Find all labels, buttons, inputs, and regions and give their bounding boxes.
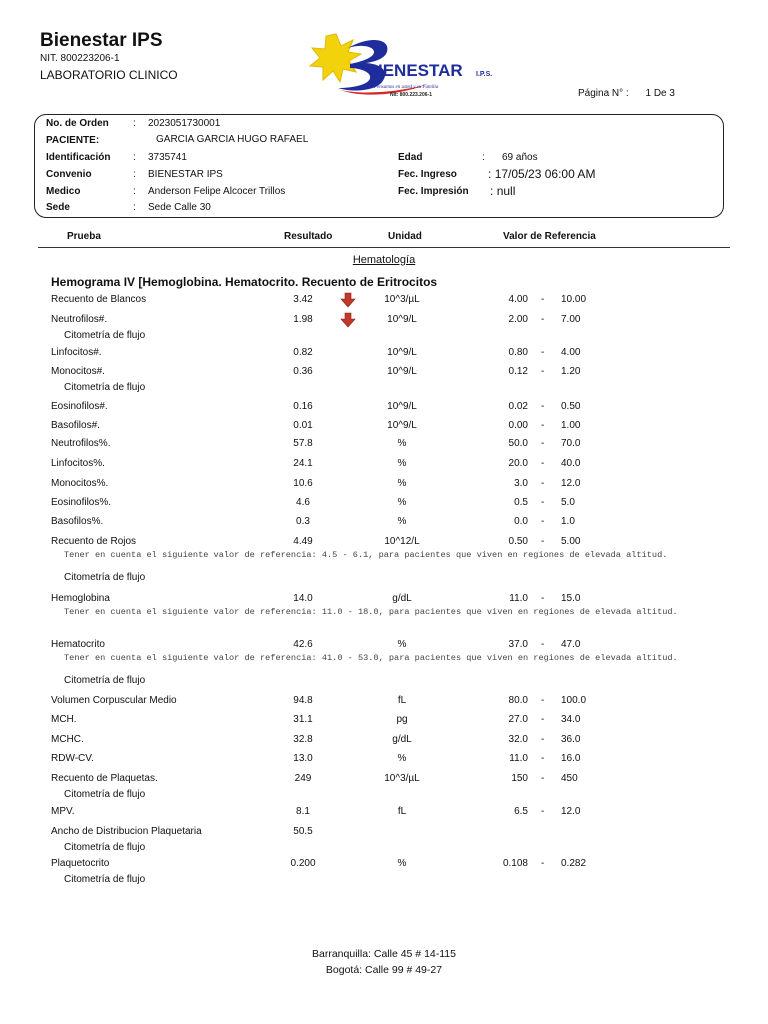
test-name: Linfocitos%.	[51, 458, 105, 469]
result-row	[0, 401, 768, 415]
print-sep: :	[490, 184, 494, 198]
test-unit: %	[397, 516, 407, 527]
reference-high: 16.0	[561, 753, 581, 764]
reference-low: 3.0	[514, 478, 528, 489]
page-value: 1 De 3	[645, 88, 675, 99]
reference-separator: -	[541, 420, 545, 431]
test-unit: 10^9/L	[387, 314, 417, 325]
result-row	[0, 497, 768, 511]
order-label: No. de Orden	[46, 118, 109, 129]
reference-low: 2.00	[508, 314, 528, 325]
test-name: Neutrofilos#.	[51, 314, 108, 325]
reference-low: 150	[511, 773, 528, 784]
result-row	[0, 458, 768, 472]
header-divider	[38, 247, 730, 248]
age-label: Edad	[398, 152, 423, 163]
test-result: 4.6	[296, 497, 310, 508]
low-flag-icon	[340, 312, 356, 331]
test-unit: g/dL	[392, 593, 412, 604]
footer-address-2: Bogotá: Calle 99 # 49-27	[325, 964, 443, 976]
test-name: MCHC.	[51, 734, 84, 745]
agreement-value: BIENESTAR IPS	[148, 169, 223, 180]
reference-high: 1.0	[561, 516, 575, 527]
test-unit: 10^9/L	[387, 347, 417, 358]
id-sep: :	[133, 152, 136, 163]
method-label: Citometría de flujo	[64, 789, 146, 800]
result-row	[0, 714, 768, 728]
test-result: 0.01	[293, 420, 313, 431]
reference-high: 12.0	[561, 478, 581, 489]
reference-high: 0.50	[561, 401, 581, 412]
result-row	[0, 347, 768, 361]
reference-note: Tener en cuenta el siguiente valor de referencia: 4.5 - 6.1, para pacientes que viven en regiones de elevada altitud.	[64, 550, 668, 560]
footer-address-1: Barranquilla: Calle 45 # 14-115	[312, 948, 456, 960]
site-label: Sede	[46, 202, 70, 213]
test-name: Plaquetocrito	[51, 858, 110, 869]
test-unit: %	[397, 438, 407, 449]
test-unit: 10^9/L	[387, 420, 417, 431]
site-sep: :	[133, 202, 136, 213]
reference-separator: -	[541, 593, 545, 604]
column-reference: Valor de Referencia	[503, 231, 596, 242]
agreement-sep: :	[133, 169, 136, 180]
test-unit: 10^9/L	[387, 366, 417, 377]
test-result: 31.1	[293, 714, 313, 725]
result-row	[0, 858, 768, 872]
test-result: 50.5	[293, 826, 313, 837]
reference-high: 1.20	[561, 366, 581, 377]
test-name: Eosinofilos%.	[51, 497, 112, 508]
test-result: 8.1	[296, 806, 310, 817]
result-row	[0, 314, 768, 328]
department-name: LABORATORIO CLINICO	[40, 68, 178, 82]
id-label: Identificación	[46, 152, 111, 163]
result-row	[0, 695, 768, 709]
test-unit: %	[397, 478, 407, 489]
reference-high: 0.282	[561, 858, 587, 869]
reference-high: 34.0	[561, 714, 581, 725]
method-label: Citometría de flujo	[64, 675, 146, 686]
test-unit: 10^3/µL	[384, 773, 420, 784]
page-label: Página N° :	[578, 88, 629, 99]
print-date: null	[496, 184, 516, 198]
test-result: 3.42	[293, 294, 313, 305]
reference-separator: -	[541, 347, 545, 358]
reference-separator: -	[541, 858, 545, 869]
test-result: 0.200	[290, 858, 316, 869]
reference-low: 32.0	[508, 734, 528, 745]
test-unit: %	[397, 753, 407, 764]
test-unit: %	[397, 858, 407, 869]
test-name: Monocitos%.	[51, 478, 109, 489]
reference-high: 100.0	[561, 695, 587, 706]
reference-separator: -	[541, 806, 545, 817]
age-sep: :	[482, 152, 485, 163]
reference-low: 0.50	[508, 536, 528, 547]
reference-high: 1.00	[561, 420, 581, 431]
sun-icon	[310, 34, 361, 82]
reference-low: 50.0	[508, 438, 528, 449]
result-row	[0, 753, 768, 767]
result-row	[0, 593, 768, 607]
test-name: Neutrofilos%.	[51, 438, 111, 449]
reference-separator: -	[541, 478, 545, 489]
reference-high: 5.00	[561, 536, 581, 547]
doctor-label: Medico	[46, 186, 81, 197]
result-row	[0, 806, 768, 820]
reference-low: 4.00	[508, 294, 528, 305]
test-name: Eosinofilos#.	[51, 401, 108, 412]
reference-low: 0.00	[508, 420, 528, 431]
site-value: Sede Calle 30	[148, 202, 211, 213]
result-row	[0, 639, 768, 653]
reference-note: Tener en cuenta el siguiente valor de referencia: 11.0 - 18.0, para pacientes que viven en regiones de elevada altitud.	[64, 607, 678, 617]
test-result: 4.49	[293, 536, 313, 547]
reference-separator: -	[541, 753, 545, 764]
print-value	[490, 184, 515, 198]
test-unit: fL	[397, 806, 407, 817]
test-name: MCH.	[51, 714, 77, 725]
test-result: 94.8	[293, 695, 313, 706]
result-row	[0, 438, 768, 452]
logo-brand-text: IENESTAR	[378, 61, 463, 80]
result-row	[0, 366, 768, 380]
test-name: RDW-CV.	[51, 753, 94, 764]
reference-high: 47.0	[561, 639, 581, 650]
result-row	[0, 294, 768, 308]
page-indicator	[578, 88, 675, 99]
reference-separator: -	[541, 734, 545, 745]
result-row	[0, 516, 768, 530]
patient-label: PACIENTE:	[46, 135, 100, 146]
doctor-sep: :	[133, 186, 136, 197]
test-result: 32.8	[293, 734, 313, 745]
reference-high: 36.0	[561, 734, 581, 745]
test-unit: %	[397, 497, 407, 508]
test-name: Hematocrito	[51, 639, 105, 650]
test-result: 0.3	[296, 516, 310, 527]
test-result: 249	[294, 773, 312, 784]
result-row	[0, 420, 768, 434]
result-row	[0, 826, 768, 840]
method-label: Citometría de flujo	[64, 382, 146, 393]
test-result: 10.6	[293, 478, 313, 489]
test-result: 57.8	[293, 438, 313, 449]
reference-high: 40.0	[561, 458, 581, 469]
test-result: 42.6	[293, 639, 313, 650]
test-unit: 10^3/µL	[384, 294, 420, 305]
bienestar-logo	[298, 30, 538, 100]
reference-separator: -	[541, 639, 545, 650]
column-result: Resultado	[284, 231, 333, 242]
method-label: Citometría de flujo	[64, 874, 146, 885]
reference-low: 20.0	[508, 458, 528, 469]
admission-sep: :	[488, 167, 492, 181]
test-result: 0.16	[293, 401, 313, 412]
column-test: Prueba	[67, 231, 101, 242]
reference-separator: -	[541, 314, 545, 325]
test-result: 1.98	[293, 314, 313, 325]
test-name: Recuento de Plaquetas.	[51, 773, 158, 784]
test-result: 0.82	[293, 347, 313, 358]
low-flag-icon	[340, 292, 356, 311]
reference-separator: -	[541, 401, 545, 412]
test-name: Recuento de Blancos	[51, 294, 147, 305]
test-unit: pg	[396, 714, 408, 725]
admission-value	[488, 167, 595, 181]
reference-low: 6.5	[514, 806, 528, 817]
reference-high: 10.00	[561, 294, 587, 305]
test-unit: fL	[397, 695, 407, 706]
reference-separator: -	[541, 438, 545, 449]
test-unit: 10^12/L	[384, 536, 420, 547]
reference-low: 11.0	[509, 753, 528, 764]
reference-separator: -	[541, 773, 545, 784]
reference-low: 0.5	[514, 497, 528, 508]
result-row	[0, 478, 768, 492]
reference-low: 37.0	[508, 639, 528, 650]
result-row	[0, 734, 768, 748]
reference-high: 4.00	[561, 347, 581, 358]
reference-separator: -	[541, 536, 545, 547]
logo-slogan: Pensamos en usted y su Familia	[374, 85, 439, 90]
result-row	[0, 536, 768, 550]
test-unit: 10^9/L	[387, 401, 417, 412]
reference-separator: -	[541, 497, 545, 508]
reference-separator: -	[541, 695, 545, 706]
reference-separator: -	[541, 516, 545, 527]
reference-low: 27.0	[508, 714, 528, 725]
logo-nit: Nit: 800.223.206-1	[390, 92, 432, 98]
section-title: Hematología	[352, 254, 416, 266]
patient-info-box	[34, 114, 724, 218]
company-nit: NIT. 800223206-1	[40, 53, 120, 64]
order-value: 2023051730001	[148, 118, 221, 129]
test-name: Recuento de Rojos	[51, 536, 137, 547]
company-name: Bienestar IPS	[40, 30, 163, 51]
test-result: 24.1	[293, 458, 313, 469]
method-label: Citometría de flujo	[64, 572, 146, 583]
test-name: Basofilos%.	[51, 516, 104, 527]
reference-low: 0.0	[514, 516, 528, 527]
print-label: Fec. Impresión	[398, 186, 469, 197]
reference-note: Tener en cuenta el siguiente valor de referencia: 41.0 - 53.0, para pacientes que viven en regiones de elevada altitud.	[64, 653, 678, 663]
reference-separator: -	[541, 714, 545, 725]
test-name: Basofilos#.	[51, 420, 100, 431]
test-name: Ancho de Distribucion Plaquetaria	[51, 826, 202, 837]
reference-high: 70.0	[561, 438, 581, 449]
logo-brand-suffix: I.P.S.	[476, 71, 493, 78]
agreement-label: Convenio	[46, 169, 92, 180]
test-name: Linfocitos#.	[51, 347, 102, 358]
reference-low: 0.12	[508, 366, 528, 377]
patient-name: GARCIA GARCIA HUGO RAFAEL	[156, 134, 309, 145]
test-name: Volumen Corpuscular Medio	[51, 695, 177, 706]
reference-separator: -	[541, 458, 545, 469]
reference-separator: -	[541, 294, 545, 305]
doctor-value: Anderson Felipe Alcocer Trillos	[148, 186, 286, 197]
admission-date: 17/05/23 06:00 AM	[494, 167, 596, 181]
reference-low: 11.0	[509, 593, 528, 604]
result-row	[0, 773, 768, 787]
method-label: Citometría de flujo	[64, 330, 146, 341]
reference-high: 450	[561, 773, 578, 784]
method-label: Citometría de flujo	[64, 842, 146, 853]
reference-high: 15.0	[561, 593, 581, 604]
admission-label: Fec. Ingreso	[398, 169, 457, 180]
test-unit: %	[397, 458, 407, 469]
test-name: Monocitos#.	[51, 366, 105, 377]
reference-high: 5.0	[561, 497, 575, 508]
group-title: Hemograma IV [Hemoglobina. Hematocrito. Recuento de Eritrocitos	[51, 275, 438, 289]
test-name: MPV.	[51, 806, 75, 817]
column-unit: Unidad	[388, 231, 422, 242]
reference-separator: -	[541, 366, 545, 377]
age-value: 69 años	[502, 152, 538, 163]
reference-high: 7.00	[561, 314, 581, 325]
reference-high: 12.0	[561, 806, 581, 817]
test-result: 14.0	[293, 593, 313, 604]
test-result: 0.36	[293, 366, 313, 377]
test-result: 13.0	[293, 753, 313, 764]
test-unit: g/dL	[392, 734, 412, 745]
test-unit: %	[397, 639, 407, 650]
order-sep: :	[133, 118, 136, 129]
reference-low: 0.02	[508, 401, 528, 412]
reference-low: 0.108	[502, 858, 528, 869]
reference-low: 80.0	[508, 695, 528, 706]
reference-low: 0.80	[508, 347, 528, 358]
test-name: Hemoglobina	[51, 593, 110, 604]
id-value: 3735741	[148, 152, 187, 163]
